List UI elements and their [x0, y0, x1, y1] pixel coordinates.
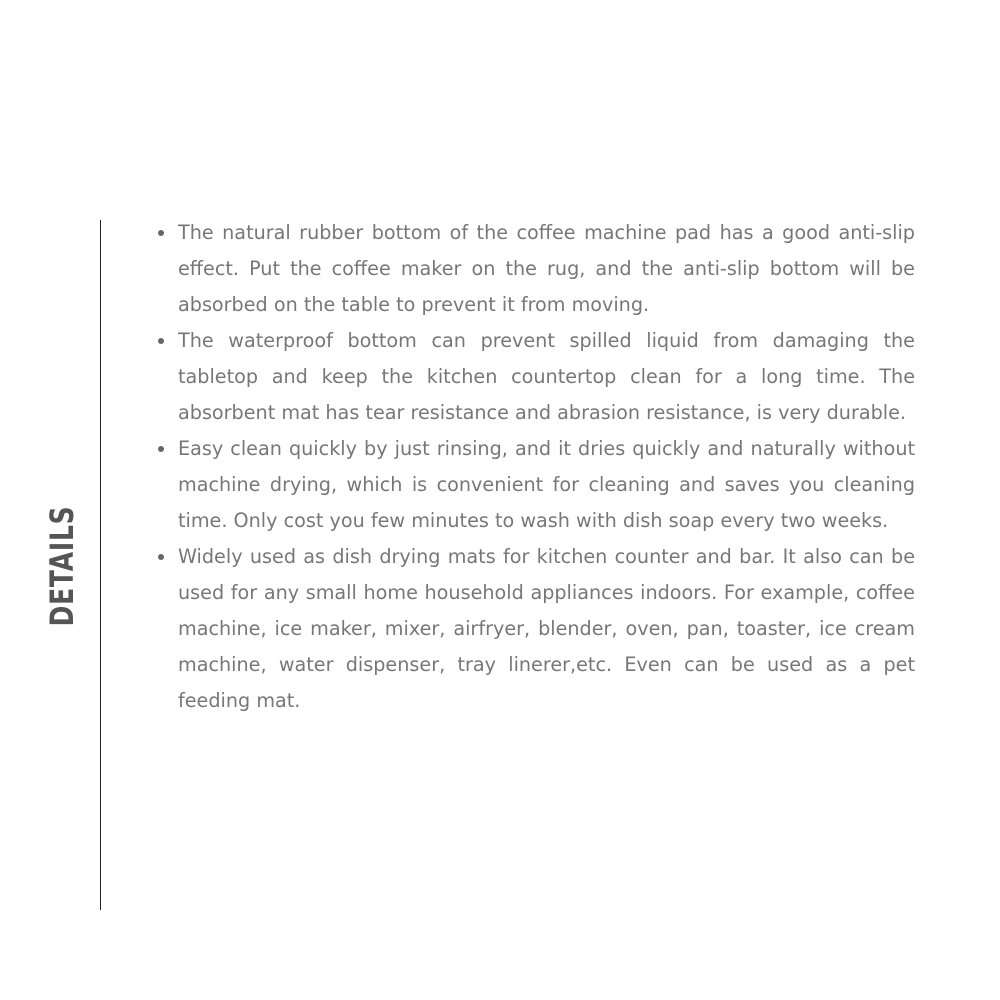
bullet-icon — [158, 338, 164, 344]
section-heading: DETAILS — [43, 505, 81, 627]
bullet-icon — [158, 554, 164, 560]
details-list — [178, 215, 915, 719]
list-item — [178, 215, 915, 323]
bullet-icon — [158, 230, 164, 236]
vertical-divider — [100, 220, 101, 910]
list-item-text: The waterproof bottom can prevent spilled liquid from damaging the tabletop and keep the kitchen countertop clean for a long time. The absorbent mat has tear resistance and abrasion resistance, is very durable. — [178, 329, 915, 424]
list-item-text: Widely used as dish drying mats for kitchen counter and bar. It also can be used for any small home household appliances indoors. For example, coffee machine, ice maker, mixer, airfryer, blender, oven, pan, toaster, ice cream machine, water dispenser, tray linerer,etc. Even can be used as a pet feeding mat. — [178, 545, 915, 712]
list-item-text: Easy clean quickly by just rinsing, and it dries quickly and naturally without machine drying, which is convenient for cleaning and saves you cleaning time. Only cost you few minutes to wash with dish soap every two weeks. — [178, 437, 915, 532]
list-item — [178, 539, 915, 719]
list-item — [178, 431, 915, 539]
list-item-text: The natural rubber bottom of the coffee machine pad has a good anti-slip effect. Put the coffee maker on the rug, and the anti-slip bottom will be absorbed on the table to prevent it from moving. — [178, 221, 915, 316]
list-item — [178, 323, 915, 431]
bullet-icon — [158, 446, 164, 452]
